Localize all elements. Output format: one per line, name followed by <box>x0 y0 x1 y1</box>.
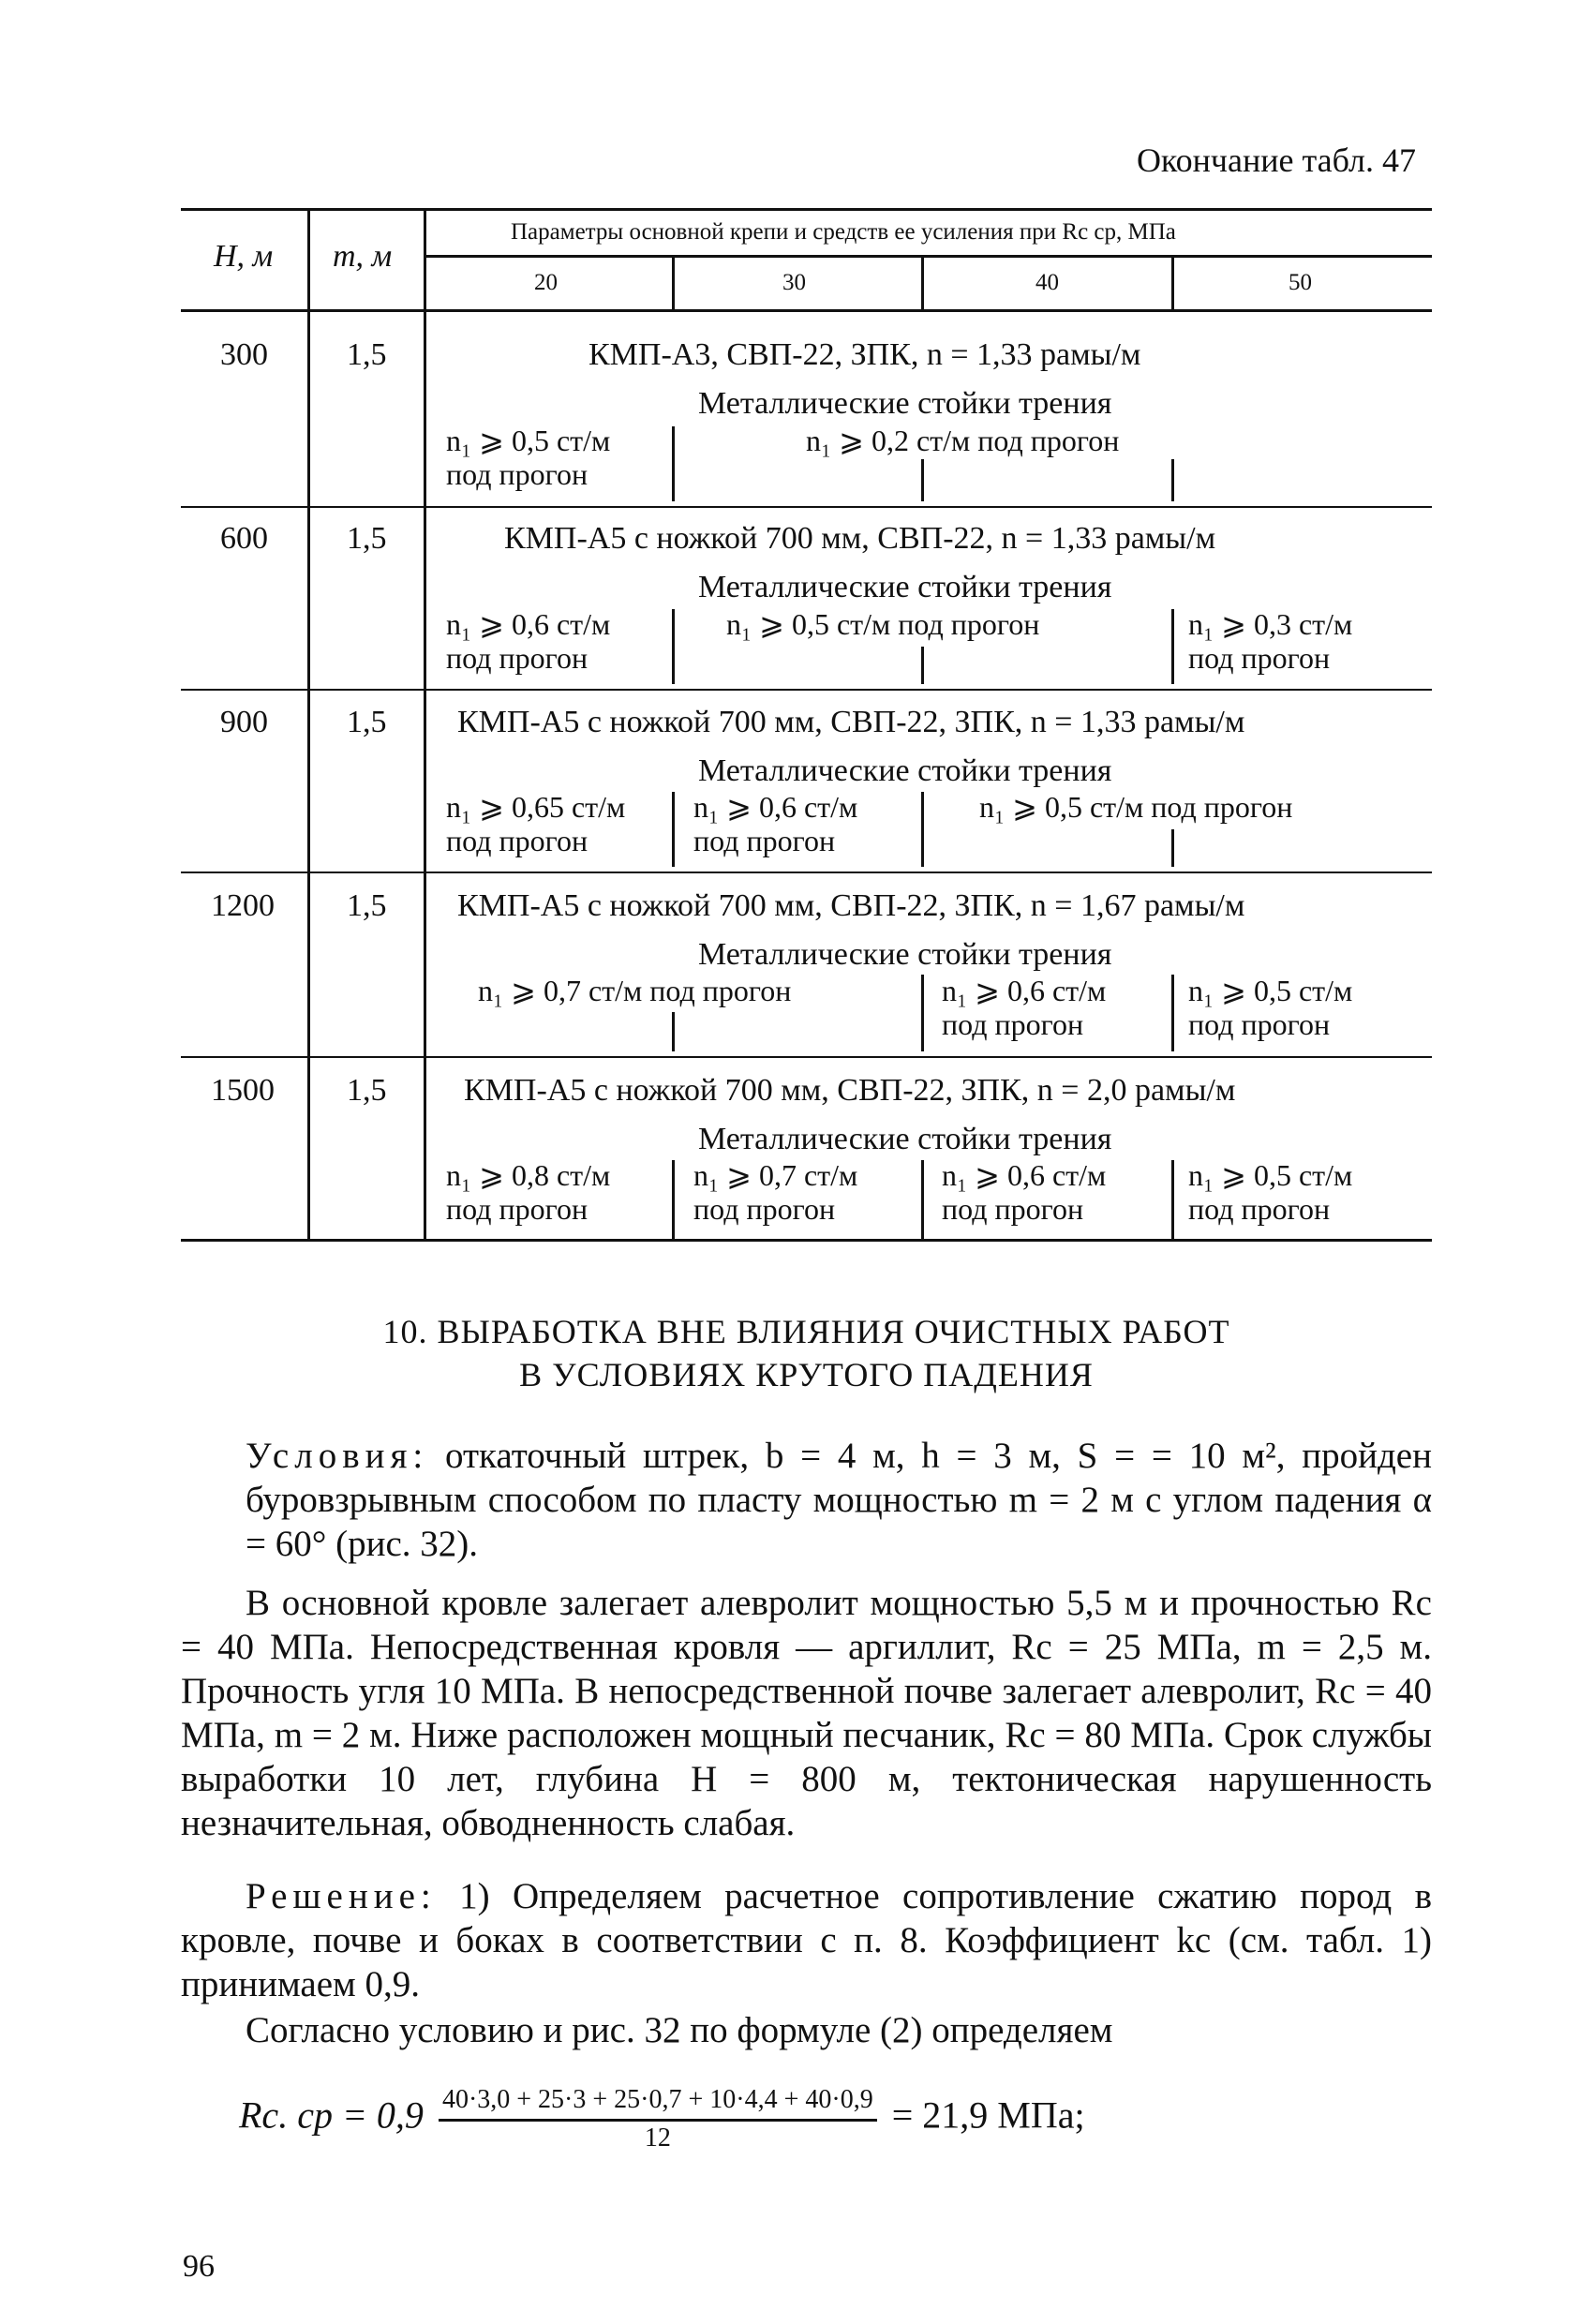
header-inner-rule <box>426 255 1432 258</box>
cell-divider <box>1171 975 1174 1051</box>
strength-20: 20 <box>534 270 558 295</box>
row-main-support: КМП-А5 с ножкой 700 мм, СВП-22, n = 1,33 рамы/м <box>504 521 1216 556</box>
row-main-support: КМП-А5 с ножкой 700 мм, СВП-22, ЗПК, n = 1,67 рамы/м <box>457 888 1245 923</box>
cell-divider <box>1171 829 1174 867</box>
formula-rhs: = 21,9 МПа; <box>891 2093 1085 2137</box>
row-cell: n₁ ⩾ 0,6 ст/м под прогон <box>693 790 858 857</box>
cell-divider <box>672 792 675 867</box>
solution-text: 1) Определяем расчетное сопротивление сжатию пород в кровле, почве и боках в соответствии с п. 8. Коэффициент kc (см. табл. 1) принимаем 0,9. <box>181 1876 1433 2004</box>
col-header-h: H, м <box>214 239 274 274</box>
row-cell: n₁ ⩾ 0,3 ст/м под прогон <box>1188 607 1353 675</box>
section-heading-line2: В УСЛОВИЯХ КРУТОГО ПАДЕНИЯ <box>519 1356 1094 1393</box>
cell-divider <box>672 426 675 501</box>
table-bottom-rule <box>181 1239 1432 1242</box>
row-subheading: Металлические стойки трения <box>698 386 1112 421</box>
row-main-support: КМП-А3, СВП-22, ЗПК, n = 1,33 рамы/м <box>588 337 1141 372</box>
strength-divider <box>672 255 675 309</box>
row-separator <box>181 872 1432 873</box>
row-subheading: Металлические стойки трения <box>698 753 1112 788</box>
row-cell: n₁ ⩾ 0,7 ст/м под прогон <box>693 1158 858 1226</box>
conditions-text: откаточный штрек, b = 4 м, h = 3 м, S = = 10 м², пройден буровзрывным способом по пласту мощностью m = 2 м с углом падения α = 60° (рис. 32). <box>246 1436 1432 1564</box>
row-cell: n₁ ⩾ 0,5 ст/м под прогон <box>979 790 1293 824</box>
cell-divider <box>921 1160 924 1239</box>
formula-numerator: 40·3,0 + 25·3 + 25·0,7 + 10·4,4 + 40·0,9 <box>439 2085 877 2122</box>
row-m-value: 1,5 <box>347 337 387 372</box>
strength-divider <box>1171 255 1174 309</box>
cell-divider <box>672 1160 675 1239</box>
row-m-value: 1,5 <box>347 1073 387 1108</box>
strength-50: 50 <box>1289 270 1312 295</box>
row-separator <box>181 689 1432 691</box>
row-h-value: 1500 <box>211 1073 275 1108</box>
formula-fraction <box>439 2085 877 2153</box>
page-number: 96 <box>183 2249 215 2284</box>
row-h-value: 1200 <box>211 888 275 923</box>
formula-denominator: 12 <box>644 2123 671 2153</box>
table-header-rule <box>181 309 1432 312</box>
row-m-value: 1,5 <box>347 705 387 739</box>
conditions-label: Условия: <box>246 1436 429 1476</box>
row-subheading: Металлические стойки трения <box>698 937 1112 972</box>
row-cell: n₁ ⩾ 0,5 ст/м под прогон <box>1188 974 1353 1041</box>
section-heading-line1: 10. ВЫРАБОТКА ВНЕ ВЛИЯНИЯ ОЧИСТНЫХ РАБОТ <box>382 1313 1230 1350</box>
row-cell: n₁ ⩾ 0,6 ст/м под прогон <box>942 1158 1107 1226</box>
row-cell: n₁ ⩾ 0,2 ст/м под прогон <box>806 424 1120 457</box>
row-h-value: 600 <box>220 521 268 556</box>
col-divider-m <box>424 208 426 1242</box>
row-m-value: 1,5 <box>347 888 387 923</box>
row-cell: n₁ ⩾ 0,5 ст/м под прогон <box>446 424 611 491</box>
cell-divider <box>1171 609 1174 684</box>
row-cell: n₁ ⩾ 0,65 ст/м под прогон <box>446 790 626 857</box>
cell-divider <box>1171 1160 1174 1239</box>
row-cell: n₁ ⩾ 0,6 ст/м под прогон <box>942 974 1107 1041</box>
row-separator <box>181 506 1432 508</box>
formula-intro: Согласно условию и рис. 32 по формуле (2) определяем <box>246 2010 1113 2050</box>
row-cell: n₁ ⩾ 0,5 ст/м под прогон <box>726 607 1040 641</box>
row-subheading: Металлические стойки трения <box>698 570 1112 604</box>
cell-divider <box>921 792 924 867</box>
cell-divider <box>672 609 675 684</box>
row-cell: n₁ ⩾ 0,7 ст/м под прогон <box>478 974 792 1007</box>
col-header-m: m, м <box>333 239 393 274</box>
row-subheading: Металлические стойки трения <box>698 1122 1112 1156</box>
row-m-value: 1,5 <box>347 521 387 556</box>
row-separator <box>181 1056 1432 1058</box>
table-top-rule <box>181 208 1432 211</box>
col-divider-h <box>307 208 310 1242</box>
rock-description-paragraph: В основной кровле залегает алевролит мощностью 5,5 м и прочностью Rc = 40 МПа. Непосредственная кровля — аргиллит, Rc = 25 МПа, m = 2,5 м. Прочность угля 10 МПа. В непосредственной почве залегает алевролит, Rc = 40 МПа, m = 2 м. Ниже расположен мощный песчаник, Rc = 80 МПа. Срок службы выработки 10 лет, глубина H = 800 м, тектоническая нарушенность незначительная, обводненность слабая. <box>181 1583 1432 1843</box>
strength-30: 30 <box>782 270 806 295</box>
row-cell: n₁ ⩾ 0,5 ст/м под прогон <box>1188 1158 1353 1226</box>
solution-paragraph <box>181 1874 1432 2006</box>
row-h-value: 300 <box>220 337 268 372</box>
formula-lhs: Rc. ср = 0,9 <box>239 2093 424 2137</box>
formula <box>239 2085 1085 2153</box>
conditions-paragraph <box>246 1434 1432 1566</box>
strength-divider <box>921 255 924 309</box>
row-cell: n₁ ⩾ 0,6 ст/м под прогон <box>446 607 611 675</box>
cell-divider <box>672 1012 675 1051</box>
row-h-value: 900 <box>220 705 268 739</box>
solution-label: Решение: <box>246 1876 437 1916</box>
params-header: Параметры основной крепи и средств ее усиления при Rc ср, МПа <box>511 219 1176 245</box>
section-heading <box>181 1310 1432 1396</box>
cell-divider <box>1171 459 1174 501</box>
table-caption: Окончание табл. 47 <box>1136 142 1416 179</box>
cell-divider <box>921 975 924 1051</box>
cell-divider <box>921 647 924 684</box>
row-main-support: КМП-А5 с ножкой 700 мм, СВП-22, ЗПК, n = 1,33 рамы/м <box>457 705 1245 739</box>
cell-divider <box>921 459 924 501</box>
row-cell: n₁ ⩾ 0,8 ст/м под прогон <box>446 1158 611 1226</box>
row-main-support: КМП-А5 с ножкой 700 мм, СВП-22, ЗПК, n = 2,0 рамы/м <box>464 1073 1236 1108</box>
strength-40: 40 <box>1035 270 1059 295</box>
